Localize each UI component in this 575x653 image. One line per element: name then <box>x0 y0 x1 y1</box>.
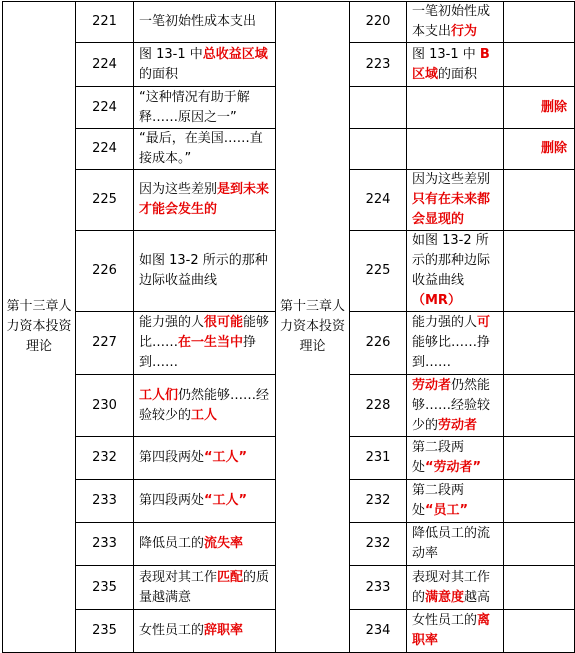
chapter-cell-original: 第十三章人力资本投资理论 <box>3 2 76 653</box>
note-cell <box>504 170 575 231</box>
revised-page-number: 232 <box>350 523 407 566</box>
revised-text <box>407 129 504 170</box>
revised-text <box>407 437 504 480</box>
revised-text <box>407 566 504 610</box>
note-cell <box>504 43 575 87</box>
highlighted-text: 劳动者 <box>438 417 478 433</box>
original-page-number: 226 <box>76 231 134 312</box>
text-segment: 的面积 <box>438 66 478 82</box>
note-cell <box>504 312 575 375</box>
highlighted-text: “工人” <box>204 493 248 508</box>
original-page-number: 232 <box>76 437 134 480</box>
text-segment: 第二段两处 <box>412 483 465 518</box>
text-segment: 一笔初始性成本支出 <box>412 4 491 39</box>
original-text <box>134 129 276 170</box>
revised-page-number: 228 <box>350 375 407 437</box>
revised-page-number: 220 <box>350 2 407 43</box>
text-segment: 图 13-1 中 <box>139 46 203 62</box>
highlighted-text: 劳动者 <box>412 377 452 393</box>
highlighted-text: 行为 <box>451 24 478 39</box>
original-text <box>134 2 276 43</box>
original-page-number: 235 <box>76 610 134 653</box>
text-segment: 能力强的人 <box>412 315 478 330</box>
table-row <box>3 2 575 43</box>
revised-page-number <box>350 129 407 170</box>
text-segment: “最后，在美国……直接成本。” <box>139 131 263 166</box>
revised-text <box>407 87 504 129</box>
highlighted-text: （MR） <box>412 293 461 308</box>
text-segment: 因为这些差别 <box>412 172 491 187</box>
note-cell <box>504 437 575 480</box>
original-text <box>134 231 276 312</box>
original-text <box>134 523 276 566</box>
highlighted-text: “员工” <box>425 503 469 518</box>
note-cell <box>504 2 575 43</box>
revised-text <box>407 312 504 375</box>
highlighted-text: “劳动者” <box>425 460 482 475</box>
revised-page-number: 234 <box>350 610 407 653</box>
original-text <box>134 566 276 610</box>
original-page-number: 221 <box>76 2 134 43</box>
chapter-cell-revised: 第十三章人力资本投资理论 <box>276 2 350 653</box>
text-segment: “这种情况有助于解释……原因之一” <box>139 89 250 125</box>
original-page-number: 233 <box>76 523 134 566</box>
revised-text <box>407 2 504 43</box>
original-text <box>134 375 276 437</box>
revised-page-number: 232 <box>350 480 407 523</box>
note-cell <box>504 375 575 437</box>
text-segment: 图 13-1 中 <box>412 46 480 62</box>
text-segment: 表现对其工作 <box>139 569 218 585</box>
revised-text <box>407 231 504 312</box>
revised-page-number <box>350 87 407 129</box>
text-segment: 降低员工的流动率 <box>412 526 491 561</box>
text-segment: 因为这些差别 <box>139 182 218 197</box>
highlighted-text: 流失率 <box>204 536 244 551</box>
text-segment: 第四段两处 <box>139 493 205 508</box>
delete-note: 删除 <box>540 141 567 156</box>
text-segment: 第二段两处 <box>412 440 465 475</box>
highlighted-text: 工人 <box>191 407 218 423</box>
revised-text <box>407 480 504 523</box>
note-cell <box>504 523 575 566</box>
highlighted-text: 很可能 <box>204 315 244 330</box>
text-segment: 仍然能够……经验较少的 <box>139 387 270 423</box>
original-page-number: 224 <box>76 129 134 170</box>
original-page-number: 224 <box>76 43 134 87</box>
text-segment: 女性员工的 <box>139 623 205 638</box>
text-segment: 能够比…… <box>139 315 270 350</box>
text-segment: 的面积 <box>139 66 179 82</box>
note-cell <box>504 129 575 170</box>
revised-text <box>407 523 504 566</box>
revised-text <box>407 170 504 231</box>
text-segment: 一笔初始性成本支出 <box>139 14 257 29</box>
highlighted-text: 离职率 <box>412 613 491 648</box>
text-segment: 能力强的人 <box>139 315 205 330</box>
original-text <box>134 312 276 375</box>
highlighted-text: B 区域 <box>412 46 490 82</box>
original-page-number: 233 <box>76 480 134 523</box>
text-segment: 如图 13-2 所示的那种边际收益曲线 <box>139 253 268 288</box>
text-segment: 越高 <box>464 589 491 605</box>
original-text <box>134 480 276 523</box>
original-text <box>134 437 276 480</box>
highlighted-text: 工人们 <box>139 387 179 403</box>
highlighted-text: 匹配 <box>217 569 244 585</box>
text-segment: 表现对其工作的 <box>412 569 491 605</box>
highlighted-text: 是到未来才能会发生的 <box>139 182 270 217</box>
delete-note: 删除 <box>540 99 567 115</box>
highlighted-text: 只有在未来都会显现的 <box>412 192 491 227</box>
highlighted-text: 总收益区域 <box>202 46 268 62</box>
text-segment: 如图 13-2 所示的那种边际收益曲线 <box>412 233 491 288</box>
errata-table <box>2 1 575 653</box>
note-cell <box>504 231 575 312</box>
text-segment: 能够比……挣到…… <box>412 335 491 370</box>
original-text <box>134 43 276 87</box>
revised-page-number: 226 <box>350 312 407 375</box>
revised-page-number: 223 <box>350 43 407 87</box>
original-page-number: 227 <box>76 312 134 375</box>
revised-text <box>407 43 504 87</box>
text-segment: 的质量越满意 <box>139 569 270 605</box>
text-segment: 第四段两处 <box>139 450 205 465</box>
original-page-number: 235 <box>76 566 134 610</box>
text-segment: 仍然能够……经验较少的 <box>412 377 491 433</box>
highlighted-text: 在一生当中 <box>178 335 244 350</box>
revised-page-number: 225 <box>350 231 407 312</box>
revised-page-number: 233 <box>350 566 407 610</box>
note-cell <box>504 87 575 129</box>
original-text <box>134 610 276 653</box>
note-cell <box>504 610 575 653</box>
text-segment: 挣到…… <box>139 335 257 370</box>
note-cell <box>504 566 575 610</box>
revised-page-number: 224 <box>350 170 407 231</box>
original-page-number: 224 <box>76 87 134 129</box>
errata-body <box>3 2 575 653</box>
original-page-number: 225 <box>76 170 134 231</box>
original-text <box>134 87 276 129</box>
highlighted-text: 辞职率 <box>204 623 244 638</box>
original-page-number: 230 <box>76 375 134 437</box>
revised-page-number: 231 <box>350 437 407 480</box>
highlighted-text: “工人” <box>204 450 248 465</box>
text-segment: 女性员工的 <box>412 613 478 628</box>
revised-text <box>407 610 504 653</box>
text-segment: 降低员工的 <box>139 536 205 551</box>
note-cell <box>504 480 575 523</box>
original-text <box>134 170 276 231</box>
revised-text <box>407 375 504 437</box>
highlighted-text: 满意度 <box>425 589 465 605</box>
highlighted-text: 可 <box>477 315 491 330</box>
